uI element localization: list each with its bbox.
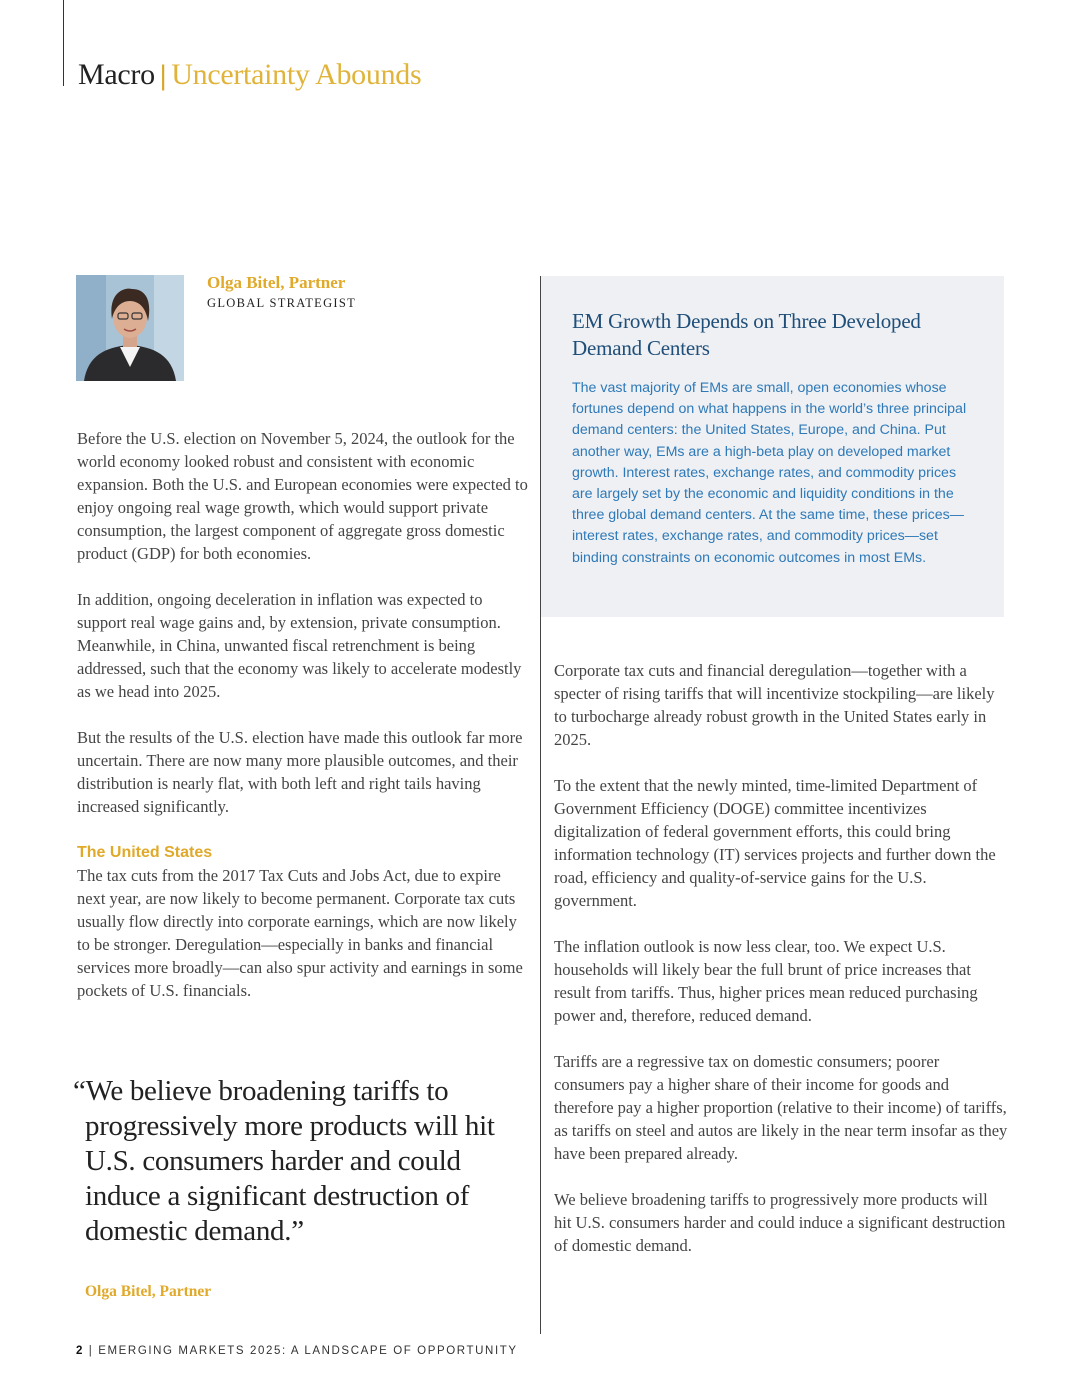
body-paragraph: But the results of the U.S. election have made this outlook far more uncertain. There are now many more plausible outcomes, and their distribution is nearly flat, with both left and right tails having increased significantly. (77, 728, 523, 816)
footer-separator: | (88, 1345, 94, 1357)
section-label: Macro (78, 58, 155, 91)
page-header (78, 56, 421, 95)
body-paragraph: We believe broadening tariffs to progressively more products will hit U.S. consumers harder and could induce a significant destruction of domestic demand. (554, 1190, 1006, 1255)
top-left-rule (63, 0, 64, 86)
sidebar-text: The vast majority of EMs are small, open economies whose fortunes depend on what happens in the world’s three principal demand centers: the United States, Europe, and China. Put another way, EMs are a high-beta play on developed market growth. Interest rates, exchange rates, and commodity prices are largely set by the economic and liquidity conditions in the three global demand centers. At the same time, these prices—interest rates, exchange rates, and commodity prices—set binding constraints on economic outcomes in most EMs. (572, 380, 967, 566)
left-column (77, 427, 532, 1025)
body-paragraph: Before the U.S. election on November 5, 2024, the outlook for the world economy looked robust and consistent with economic expansion. Both the U.S. and European economies were expected to enjoy ongoing real wage growth, which would support private consumption, the largest component of aggregate gross domestic product (GDP) for both economies. (77, 429, 528, 563)
right-column (554, 659, 1009, 1280)
pull-quote-text: “We believe broadening tariffs to progressively more products will hit U.S. consumers harder and could induce a significant destruction of domestic demand.” (73, 1075, 495, 1247)
subheading-united-states: The United States (77, 844, 213, 861)
sidebar-title: EM Growth Depends on Three Developed Demand Centers (572, 309, 921, 360)
body-paragraph: To the extent that the newly minted, time-limited Department of Government Efficiency (DOGE) committee incentivizes digitalization of federal government efforts, this could bring information technology (IT) services projects and further down the road, efficiency and quality-of-service gains for the U.S. government. (554, 776, 996, 910)
publication-title: EMERGING MARKETS 2025: A LANDSCAPE OF OPPORTUNITY (98, 1345, 518, 1357)
page-number: 2 (76, 1345, 84, 1357)
body-paragraph: Tariffs are a regressive tax on domestic consumers; poorer consumers pay a higher share of their income for goods and therefore pay a higher proportion (relative to their income) of tariffs, as tariffs on steel and autos are likely in the near term insofar as they have been prepared already. (554, 1052, 1008, 1163)
author-photo (76, 275, 184, 381)
body-paragraph: In addition, ongoing deceleration in inflation was expected to support real wage gains and, by extension, private consumption. Meanwhile, in China, unwanted fiscal retrenchment is being addressed, such that the economy was likely to accelerate modestly as we head into 2025. (77, 590, 522, 701)
author-name: Olga Bitel, Partner (207, 273, 346, 292)
body-paragraph: The inflation outlook is now less clear, too. We expect U.S. households will likely bear the full brunt of price increases that result from tariffs. Thus, higher prices mean reduced purchasing power and, therefore, reduced demand. (554, 937, 978, 1025)
body-paragraph: The tax cuts from the 2017 Tax Cuts and Jobs Act, due to expire next year, are now likely to become permanent. Corporate tax cuts usually flow directly into corporate earnings, which are now likely to be stronger. Deregulation—especially in banks and financial services more broadly—can also spur activity and earnings in some pockets of U.S. financials. (77, 866, 523, 1000)
sidebar-box (541, 276, 1004, 617)
header-separator: | (158, 61, 168, 91)
pull-quote-attribution: Olga Bitel, Partner (85, 1283, 212, 1300)
page-title: Uncertainty Abounds (171, 58, 422, 91)
author-role: GLOBAL STRATEGIST (207, 296, 357, 310)
pull-quote (73, 1074, 523, 1249)
body-paragraph: Corporate tax cuts and financial deregulation—together with a specter of rising tariffs that will incentivize stockpiling—are likely to turbocharge already robust growth in the United States early in 2025. (554, 661, 995, 749)
page-footer (76, 1345, 518, 1357)
